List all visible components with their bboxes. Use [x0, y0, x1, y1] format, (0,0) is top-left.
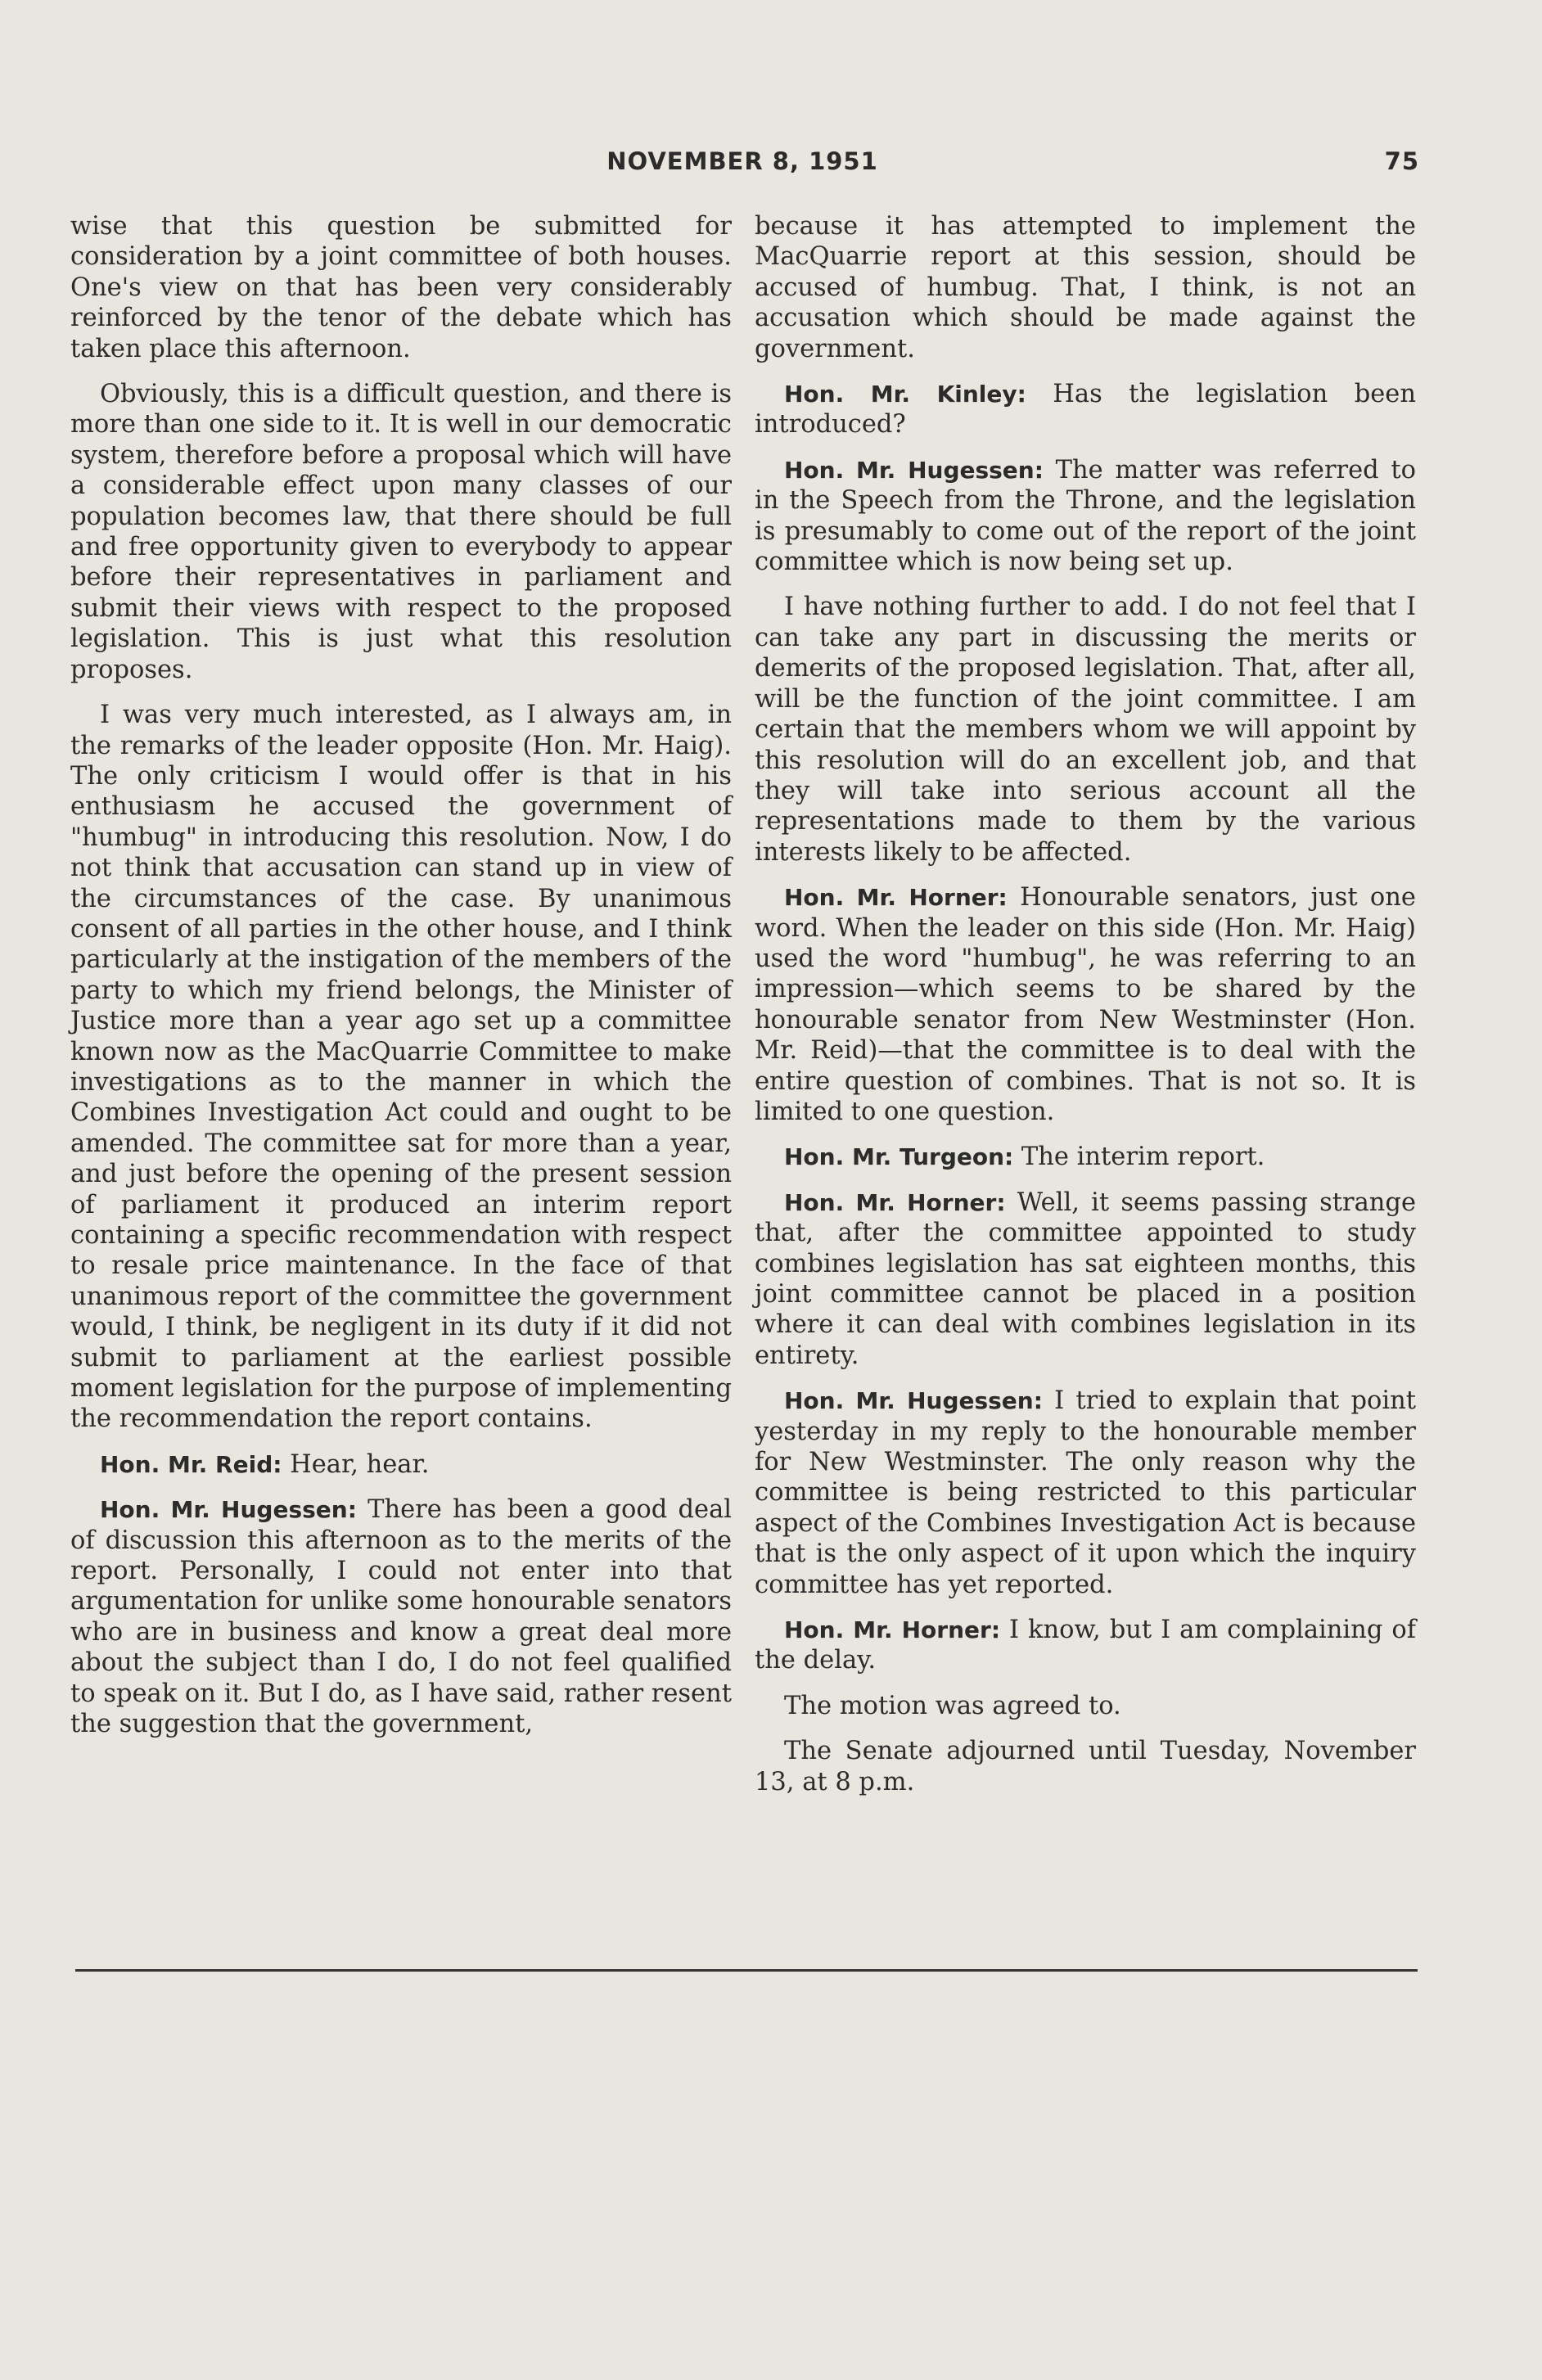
speaker-name: Hon. Mr. Hugessen:	[100, 1496, 357, 1524]
speech-paragraph: Hon. Mr. Horner: Honourable senators, just one word. When the leader on this side (Hon. Mr. Haig) used the word "humbug", he was referring to an impression—which seems to be shared by the honourable senator from New Westminster (Hon. Mr. Reid)—that the committee is to deal with the entire question of combines. That is not so. It is limited to one question.	[755, 883, 1416, 1126]
paragraph: because it has attempted to implement the MacQuarrie report at this session, should be accused of humbug. That, I think, is not an accusation which should be made against the government.	[755, 212, 1416, 363]
left-column	[70, 211, 732, 1755]
speaker-name: Hon. Mr. Horner:	[784, 1616, 1001, 1644]
speaker-name: Hon. Mr. Hugessen:	[784, 1387, 1043, 1415]
paragraph: wise that this question be submitted for consideration by a joint committee of both houses. One's view on that has been very considerably reinforced by the tenor of the debate which has taken place this afternoon.	[70, 212, 732, 363]
paragraph: The motion was agreed to.	[784, 1691, 1121, 1720]
right-column	[755, 211, 1416, 1812]
paragraph: I was very much interested, as I always am, in the remarks of the leader opposite (Hon. Mr. Haig). The only criticism I would offer is that in his enthusiasm he accused the government of "humbug" in introducing this resolution. Now, I do not think that accusation can stand up in view of the circumstances of the case. By unanimous consent of all parties in the other house, and I think particularly at the instigation of the members of the party to which my friend belongs, the Minister of Justice more than a year ago set up a committee known now as the MacQuarrie Committee to make investigations as to the manner in which the Combines Investigation Act could and ought to be amended. The committee sat for more than a year, and just before the opening of the present session of parliament it produced an interim report containing a specific recommendation with respect to resale price maintenance. In the face of that unanimous report of the committee the government would, I think, be negligent in its duty if it did not submit to parliament at the earliest possible moment legislation for the purpose of implementing the recommendation the report contains.	[70, 701, 732, 1434]
speaker-name: Hon. Mr. Reid:	[100, 1450, 282, 1478]
speaker-name: Hon. Mr. Horner:	[784, 884, 1008, 912]
speech-paragraph: Hon. Mr. Turgeon: The interim report.	[784, 1143, 1265, 1172]
speaker-name: Hon. Mr. Kinley:	[784, 381, 1026, 408]
speaker-name: Hon. Mr. Horner:	[784, 1188, 1006, 1216]
header-date: NOVEMBER 8, 1951	[606, 147, 878, 175]
speaker-name: Hon. Mr. Turgeon:	[784, 1143, 1014, 1171]
section-divider	[75, 1969, 1418, 1972]
paragraph: Obviously, this is a difficult question, and there is more than one side to it. It is well in our democratic system, therefore before a proposal which will have a considerable effect upon many classes of our population becomes law, that there should be full and free opportunity given to everybody to appear before their representatives in parliament and submit their views with respect to the proposed legislation. This is just what this resolution proposes.	[70, 380, 732, 684]
paragraph: The Senate adjourned until Tuesday, November 13, at 8 p.m.	[755, 1737, 1416, 1796]
speech-paragraph: Hon. Mr. Horner: Well, it seems passing strange that, after the committee appointed to study combines legislation has sat eighteen months, this joint committee cannot be placed in a position where it can deal with combines legislation in its entirety.	[755, 1188, 1416, 1370]
speech-paragraph: Hon. Mr. Hugessen: There has been a good deal of discussion this afternoon as to the merits of the report. Personally, I could not enter into that argumentation for unlike some honourable senators who are in business and know a great deal more about the subject than I do, I do not feel qualified to speak on it. But I do, as I have said, rather resent the suggestion that the government,	[70, 1495, 733, 1739]
speech-paragraph: Hon. Mr. Hugessen: The matter was referred to in the Speech from the Throne, and the legislation is presumably to come out of the report of the joint committee which is now being set up.	[755, 455, 1417, 577]
speech-paragraph: Hon. Mr. Kinley: Has the legislation been introduced?	[755, 380, 1416, 439]
speech-paragraph: Hon. Mr. Horner: I know, but I am complaining of the delay.	[755, 1616, 1416, 1675]
speech-paragraph: Hon. Mr. Reid: Hear, hear.	[100, 1449, 430, 1479]
speech-paragraph: Hon. Mr. Hugessen: I tried to explain that point yesterday in my reply to the honourable member for New Westminster. The only reason why the committee is being restricted to this particular aspect of the Combines Investigation Act is because that is the only aspect of it upon which the inquiry committee has yet reported.	[755, 1386, 1417, 1599]
paragraph: I have nothing further to add. I do not feel that I can take any part in discussing the merits or demerits of the proposed legislation. That, after all, will be the function of the joint committee. I am certain that the members whom we will appoint by this resolution will do an excellent job, and that they will take into serious account all the representations made to them by the various interests likely to be affected.	[755, 593, 1416, 867]
speaker-name: Hon. Mr. Hugessen:	[784, 456, 1044, 484]
page-number: 75	[1384, 147, 1419, 175]
